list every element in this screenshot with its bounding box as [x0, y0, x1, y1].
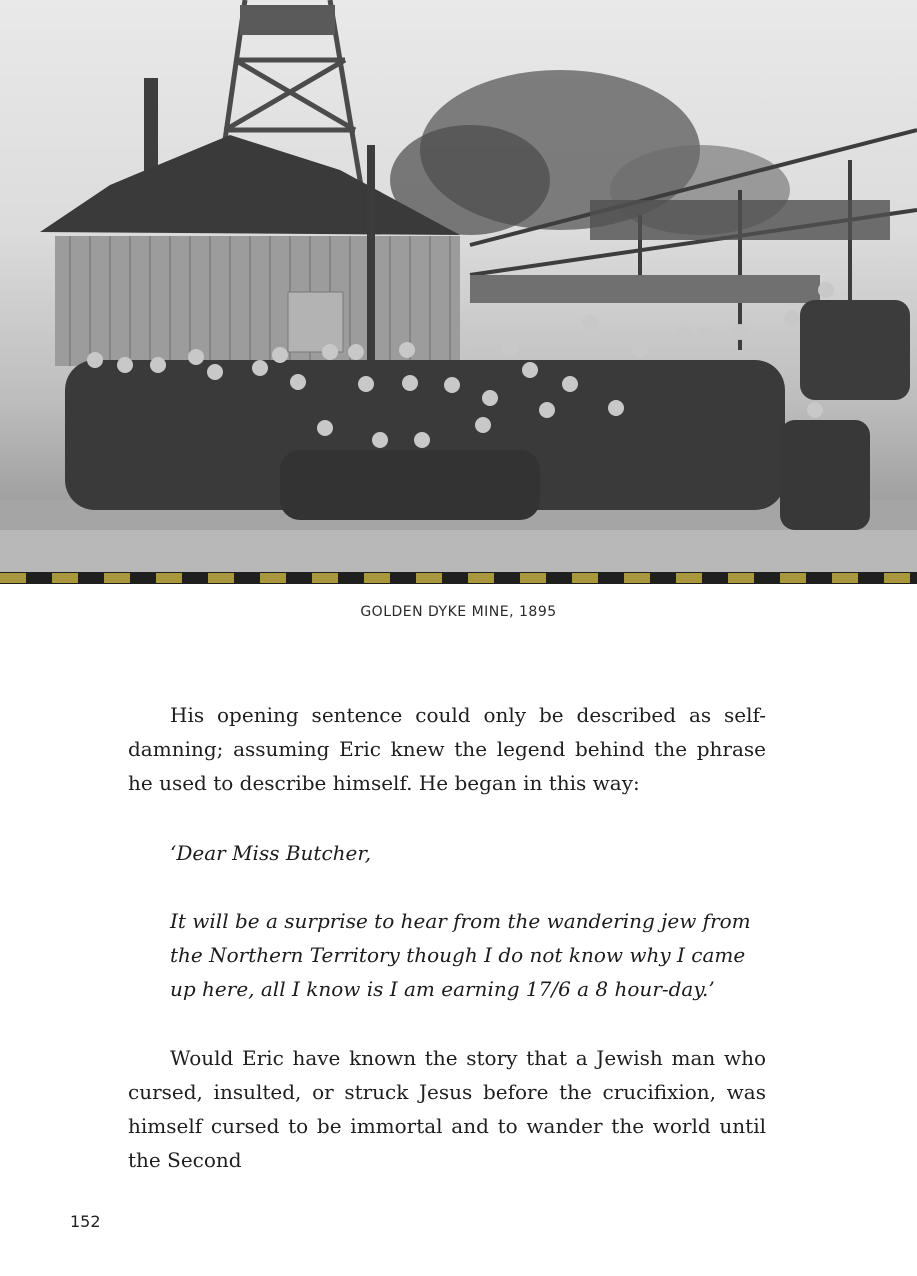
- mine-photo-illustration: [0, 0, 917, 572]
- body-paragraph-1: His opening sentence could only be described as self-damning; assuming Eric knew the legend behind the phrase he used to describe himself. He began in this way:: [128, 703, 766, 795]
- page-number: 152: [70, 1212, 101, 1231]
- body-paragraph-2: Would Eric have known the story that a Jewish man who cursed, insulted, or struck Jesus before the crucifixion, was himself cursed to be immortal and to wander the world until the Second: [128, 1046, 766, 1172]
- quote-salutation: ‘Dear Miss Butcher,: [170, 841, 372, 865]
- historic-mine-photo: [0, 0, 917, 572]
- photo-caption: GOLDEN DYKE MINE, 1895: [360, 604, 557, 620]
- quote-body: It will be a surprise to hear from the wandering jew from the Northern Territory though I do not know why I came up here, all I know is I am earning 17/6 a 8 hour-day.’: [170, 909, 751, 1001]
- decorative-checker-band: [0, 572, 917, 584]
